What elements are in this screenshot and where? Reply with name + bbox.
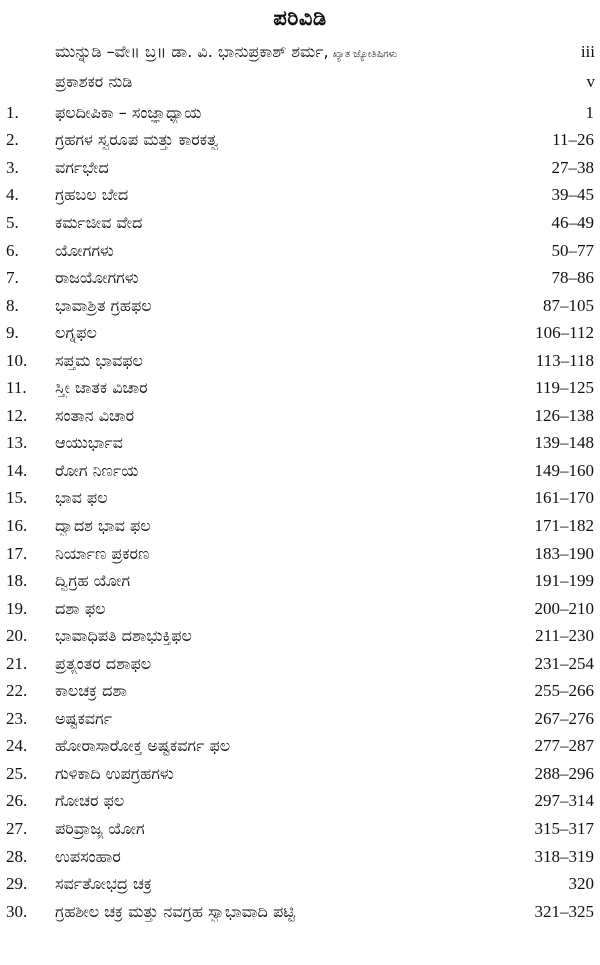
entry-pages: 277–287 [534, 736, 594, 756]
front-matter-publisher-note [55, 68, 595, 95]
entry-number: 16. [6, 515, 28, 535]
entry-title: ಗುಳಿಕಾದಿ ಉಪಗ್ರಹಗಳು [55, 763, 174, 783]
entry-title: ದಶಾ ಫಲ [55, 598, 106, 618]
entry-title: ಭಾವಾಶ್ರಿತ ಗ್ರಹಫಲ [55, 295, 152, 315]
entry-pages: 255–266 [534, 681, 594, 701]
entry-pages: 183–190 [534, 543, 594, 563]
entry-number: 30. [6, 901, 28, 921]
entry-title: ಗ್ರಹಶೀಲ ಚಕ್ರ ಮತ್ತು ನವಗ್ರಹ ಸ್ವಾಭಾವಾದಿ ಪಟ್ಟಿ [55, 901, 295, 921]
entry-title: ಸರ್ವತೋಭದ್ರ ಚಕ್ರ [55, 874, 152, 894]
contents-entry [0, 567, 600, 595]
entry-title: ಕಾಲಚಕ್ರ ದಶಾ [55, 681, 127, 701]
entry-number: 25. [6, 763, 28, 783]
contents-entry [0, 264, 600, 292]
entry-number: 5. [6, 212, 19, 232]
entry-pages: 78–86 [551, 268, 594, 288]
contents-entry [0, 512, 600, 540]
entry-title: ಫಲದೀಪಿಕಾ – ಸಂಜ್ಞಾಧ್ಯಾಯ [55, 102, 202, 122]
entry-title: ಗ್ರಹಬಲ ಬೇದ [55, 185, 129, 205]
entry-number: 18. [6, 571, 28, 591]
entry-number: 8. [6, 295, 19, 315]
entry-pages: 126–138 [534, 405, 594, 425]
entry-title: ಅಷ್ಟಕವರ್ಗ [55, 708, 112, 728]
foreword-page: iii [580, 41, 595, 61]
contents-entry [0, 430, 600, 458]
entry-number: 6. [6, 240, 19, 260]
entry-pages: 171–182 [534, 515, 594, 535]
contents-entry [0, 677, 600, 705]
entry-pages: 200–210 [534, 598, 594, 618]
contents-list [0, 99, 600, 925]
contents-entry [0, 485, 600, 513]
entry-title: ಲಗ್ನಫಲ [55, 323, 97, 343]
entry-number: 20. [6, 626, 28, 646]
entry-pages: 161–170 [534, 488, 594, 508]
contents-entry [0, 788, 600, 816]
entry-title: ಆಯುರ್ಭಾವ [55, 433, 123, 453]
entry-pages: 106–112 [535, 323, 594, 343]
foreword-note: ಖ್ಯಾತ ಜ್ಯೋತಿಷಿಗಳು [332, 48, 398, 60]
contents-entry [0, 182, 600, 210]
entry-pages: 1 [585, 102, 594, 122]
contents-entry [0, 457, 600, 485]
entry-number: 11. [6, 378, 27, 398]
contents-entry [0, 595, 600, 623]
entry-pages: 231–254 [534, 653, 594, 673]
entry-title: ಸಪ್ತಮ ಭಾವಫಲ [55, 350, 143, 370]
entry-number: 27. [6, 818, 28, 838]
entry-number: 28. [6, 846, 28, 866]
entry-number: 17. [6, 543, 28, 563]
contents-entry [0, 622, 600, 650]
entry-title: ನಿರ್ಯಾಣ ಪ್ರಕರಣ [55, 543, 150, 563]
entry-title: ರೋಗ ನಿರ್ಣಯ [55, 460, 139, 480]
entry-pages: 113–118 [535, 350, 594, 370]
entry-pages: 27–38 [551, 157, 594, 177]
entry-title: ಭಾವ ಫಲ [55, 488, 108, 508]
entry-pages: 39–45 [551, 185, 594, 205]
entry-number: 2. [6, 130, 19, 150]
entry-pages: 50–77 [551, 240, 594, 260]
entry-number: 13. [6, 433, 28, 453]
contents-entry [0, 898, 600, 926]
entry-number: 23. [6, 708, 28, 728]
entry-title: ಕರ್ಮಜೀವ ವೇದ [55, 212, 143, 232]
contents-entry [0, 540, 600, 568]
contents-entry [0, 650, 600, 678]
entry-pages: 11–26 [552, 130, 594, 150]
entry-number: 4. [6, 185, 19, 205]
entry-title: ಉಪಸಂಹಾರ [55, 846, 121, 866]
contents-entry [0, 374, 600, 402]
entry-pages: 297–314 [534, 791, 594, 811]
contents-entry [0, 292, 600, 320]
entry-pages: 139–148 [534, 433, 594, 453]
entry-title: ದ್ವಾದಶ ಭಾವ ಫಲ [55, 515, 151, 535]
entry-pages: 211–230 [535, 626, 594, 646]
contents-entry [0, 815, 600, 843]
entry-title: ಸ್ತ್ರೀ ಜಾತಕ ವಿಚಾರ [55, 378, 148, 398]
page-title: ಪರಿವಿಡಿ [273, 6, 327, 30]
entry-title: ಹೋರಾಸಾರೋಕ್ತ ಅಷ್ಟಕವರ್ಗ ಫಲ [55, 736, 231, 756]
entry-title: ಯೋಗಗಳು [55, 240, 114, 260]
contents-entry [0, 237, 600, 265]
entry-number: 24. [6, 736, 28, 756]
entry-number: 12. [6, 405, 28, 425]
entry-pages: 288–296 [534, 763, 594, 783]
entry-title: ಪ್ರತ್ಯಂತರ ದಶಾಫಲ [55, 653, 152, 673]
entry-number: 19. [6, 598, 28, 618]
entry-pages: 318–319 [534, 846, 594, 866]
contents-entry [0, 319, 600, 347]
entry-pages: 149–160 [534, 460, 594, 480]
entry-number: 29. [6, 874, 28, 894]
entry-title: ದ್ವಿಗ್ರಹ ಯೋಗ [55, 571, 131, 591]
entry-number: 9. [6, 323, 19, 343]
entry-number: 26. [6, 791, 28, 811]
contents-entry [0, 154, 600, 182]
front-matter-foreword [55, 38, 595, 65]
contents-entry [0, 209, 600, 237]
entry-pages: 315–317 [534, 818, 594, 838]
entry-number: 3. [6, 157, 19, 177]
contents-entry [0, 99, 600, 127]
contents-entry [0, 402, 600, 430]
contents-entry [0, 347, 600, 375]
entry-pages: 87–105 [543, 295, 594, 315]
publisher-note-page: v [586, 71, 595, 91]
publisher-note-label: ಪ್ರಕಾಶಕರ ನುಡಿ [55, 71, 133, 91]
entry-pages: 267–276 [534, 708, 594, 728]
entry-title: ಗೋಚರ ಫಲ [55, 791, 125, 811]
entry-title: ಗ್ರಹಗಳ ಸ್ವರೂಪ ಮತ್ತು ಕಾರಕತ್ವ [55, 130, 219, 150]
contents-entry [0, 733, 600, 761]
entry-number: 21. [6, 653, 28, 673]
entry-pages: 321–325 [534, 901, 594, 921]
entry-pages: 46–49 [551, 212, 594, 232]
foreword-label: ಮುನ್ನುಡಿ –ವೇ॥ ಬ್ರ॥ ಡಾ. ವಿ. ಭಾನುಪ್ರಕಾಶ್ ಶರ್ಮ, [55, 41, 329, 61]
entry-title: ರಾಜಯೋಗಗಳು [55, 268, 139, 288]
entry-title: ಸಂತಾನ ವಿಚಾರ [55, 405, 135, 425]
contents-entry [0, 127, 600, 155]
entry-title: ಭಾವಾಧಿಪತಿ ದಶಾಭುಕ್ತಿಫಲ [55, 626, 192, 646]
entry-number: 14. [6, 460, 28, 480]
entry-number: 15. [6, 488, 28, 508]
entry-title: ಪರಿವ್ರಾಜ್ಯ ಯೋಗ [55, 818, 145, 838]
contents-entry [0, 760, 600, 788]
entry-pages: 191–199 [534, 571, 594, 591]
contents-entry [0, 870, 600, 898]
entry-pages: 119–125 [535, 378, 594, 398]
contents-entry [0, 705, 600, 733]
entry-number: 1. [6, 102, 19, 122]
entry-number: 10. [6, 350, 28, 370]
entry-pages: 320 [568, 874, 594, 894]
contents-entry [0, 843, 600, 871]
entry-number: 7. [6, 268, 19, 288]
entry-number: 22. [6, 681, 28, 701]
entry-title: ವರ್ಗಭೇದ [55, 157, 109, 177]
